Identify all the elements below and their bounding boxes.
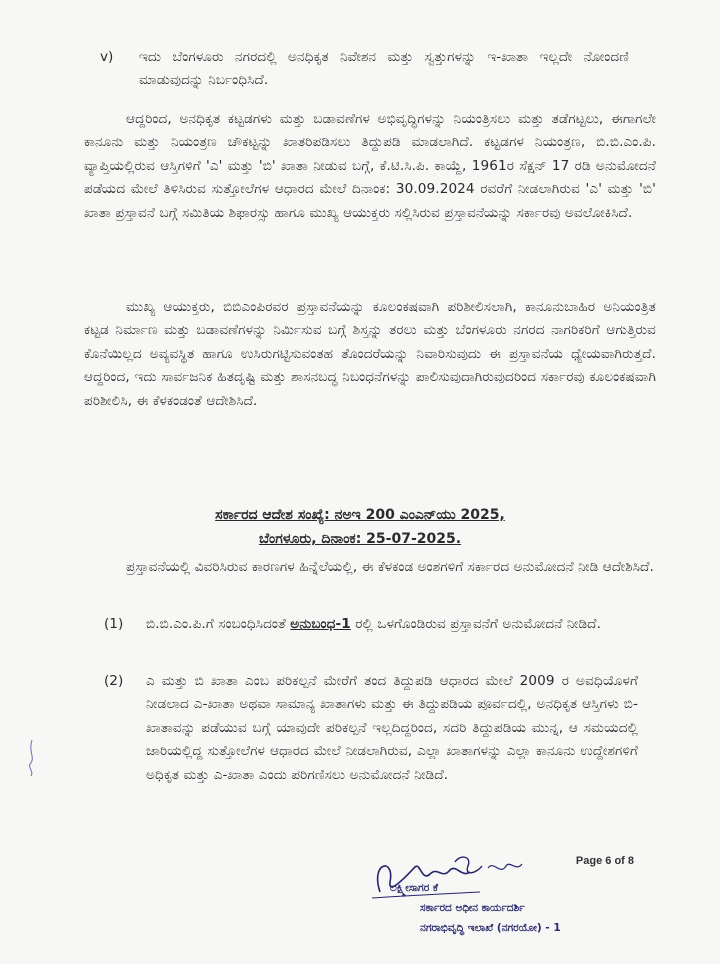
clause-v-label: v) bbox=[100, 49, 114, 65]
item-1-text bbox=[146, 613, 638, 636]
paragraph-3: ಪ್ರಸ್ತಾವನೆಯಲ್ಲಿ ವಿವರಿಸಿರುವ ಕಾರಣಗಳ ಹಿನ್ನೆಲೆಯಲ್ಲಿ, ಈ ಕೆಳಕಂಡ ಅಂಶಗಳಿಗೆ ಸರ್ಕಾರದ ಅನುಮೋದನೆ ನೀಡಿ ಆದೇಶಿಸಿದೆ. bbox=[126, 559, 654, 575]
paragraph-1: ಆದ್ದರಿಂದ, ಅನಧಿಕೃತ ಕಟ್ಟಡಗಳು ಮತ್ತು ಬಡಾವಣೆಗಳ ಅಭಿವೃದ್ಧಿಗಳನ್ನು ನಿಯಂತ್ರಿಸಲು ಮತ್ತು ತಡೆಗಟ್ಟಲು, ಈಗಾಗಲೇ ಕಾನೂನು ಮತ್ತು ನಿಯಂತ್ರಣ ಚೌಕಟ್ಟನ್ನು ಖಾತರಿಪಡಿಸಲು ತಿದ್ದುಪಡಿ ಮಾಡಲಾಗಿದೆ. ಕಟ್ಟಡಗಳ ನಿಯಂತ್ರಣ, ಬಿ.ಬಿ.ಎಂ.ಪಿ. ವ್ಯಾಪ್ತಿಯಲ್ಲಿರುವ ಆಸ್ತಿಗಳಿಗೆ 'ಎ' ಮತ್ತು 'ಬಿ' ಖಾತಾ ನೀಡುವ ಬಗ್ಗೆ, ಕೆ.ಟಿ.ಸಿ.ಪಿ. ಕಾಯ್ದೆ, 1961ರ ಸೆಕ್ಷನ್ 17 ರಡಿ ಅನುಮೋದನೆ ಪಡೆಯದ ಮೇಲೆ ತಿಳಿಸಿರುವ ಸುತ್ತೋಲೆಗಳ ಆಧಾರದ ಮೇಲೆ ದಿನಾಂಕ: 30.09.2024 ರವರೆಗೆ ನೀಡಲಾಗಿರುವ 'ಎ' ಮತ್ತು 'ಬಿ' ಖಾತಾ ಪ್ರಸ್ತಾವನೆ ಬಗ್ಗೆ ಸಮಿತಿಯ ಶಿಫಾರಸ್ಸು ಹಾಗೂ ಮುಖ್ಯ ಆಯುಕ್ತರು ಸಲ್ಲಿಸಿರುವ ಪ್ರಸ್ತಾವನೆಯನ್ನು ಸರ್ಕಾರವು ಅವಲೋಕಿಸಿದೆ. bbox=[84, 111, 656, 221]
item-2-text: ಎ ಮತ್ತು ಬಿ ಖಾತಾ ಎಂಬ ಪರಿಕಲ್ಪನೆ ಮೇರೆಗೆ ತಂದ ತಿದ್ದುಪಡಿ ಆಧಾರದ ಮೇಲೆ 2009 ರ ಅವಧಿಯೊಳಗೆ ನೀಡಲಾದ ಎ-ಖಾತಾ ಅಥವಾ ಸಾಮಾನ್ಯ ಖಾತಾಗಳು ಮತ್ತು ಈ ತಿದ್ದುಪಡಿಯ ಪೂರ್ವದಲ್ಲಿ, ಅನಧಿಕೃತ ಆಸ್ತಿಗಳು ಬಿ-ಖಾತಾವನ್ನು ಪಡೆಯುವ ಬಗ್ಗೆ ಯಾವುದೇ ಪರಿಕಲ್ಪನೆ ಇಲ್ಲದಿದ್ದರಿಂದ, ಸದರಿ ತಿದ್ದುಪಡಿಯ ಮುನ್ನ, ಆ ಸಮಯದಲ್ಲಿ ಜಾರಿಯಲ್ಲಿದ್ದ ಸುತ್ತೋಲೆಗಳ ಆಧಾರದ ಮೇಲೆ ನೀಡಲಾಗಿರುವ, ಎಲ್ಲಾ ಖಾತಾಗಳನ್ನು ಎಲ್ಲಾ ಕಾನೂನು ಉದ್ದೇಶಗಳಿಗೆ ಅಧಿಕೃತ ಮತ್ತು ಎ-ಖಾತಾ ಎಂದು ಪರಿಗಣಿಸಲು ಅನುಮೋದನೆ ನೀಡಿದೆ. bbox=[146, 673, 638, 783]
page-number: Page 6 of 8 bbox=[575, 855, 634, 867]
signature-block bbox=[360, 852, 580, 962]
item-1-post: ರಲ್ಲಿ ಒಳಗೊಂಡಿರುವ ಪ್ರಸ್ತಾವನೆಗೆ ಅನುಮೋದನೆ ನೀಡಿದೆ. bbox=[350, 616, 601, 632]
item-1-pre: ಬಿ.ಬಿ.ಎಂ.ಪಿ.ಗೆ ಸಂಬಂಧಿಸಿದಂತೆ bbox=[146, 616, 291, 632]
clause-v-text: ಇದು ಬೆಂಗಳೂರು ನಗರದಲ್ಲಿ ಅನಧಿಕೃತ ನಿವೇಶನ ಮತ್ತು ಸ್ವತ್ತುಗಳನ್ನು ಇ-ಖಾತಾ ಇಲ್ಲದೇ ನೋಂದಣಿ ಮಾಡುವುದನ್ನು ನಿರ್ಬಂಧಿಸಿದೆ. bbox=[139, 49, 629, 89]
order-date-heading: ಬೆಂಗಳೂರು, ದಿನಾಂಕ: 25-07-2025. bbox=[258, 531, 462, 547]
item-1-number: (1) bbox=[104, 616, 124, 632]
signatory-department: ನಗರಾಭಿವೃದ್ಧಿ ಇಲಾಖೆ (ನಗರಯೋ) - 1 bbox=[420, 922, 561, 934]
item-2-number: (2) bbox=[104, 673, 124, 689]
signatory-name: ಲಕ್ಷ್ಮೀಸಾಗರ ಕೆ bbox=[390, 882, 439, 894]
annexure-1-reference: ಅನುಬಂಧ-1 bbox=[290, 616, 351, 632]
paragraph-2: ಮುಖ್ಯ ಆಯುಕ್ತರು, ಬಿಬಿಎಂಪಿರವರ ಪ್ರಸ್ತಾವನೆಯನ್ನು ಕೂಲಂಕಷವಾಗಿ ಪರಿಶೀಲಿಸಲಾಗಿ, ಕಾನೂನುಬಾಹಿರ ಅನಿಯಂತ್ರಿತ ಕಟ್ಟಡ ನಿರ್ಮಾಣ ಮತ್ತು ಬಡಾವಣೆಗಳನ್ನು ನಿರ್ಮಿಸುವ ಬಗ್ಗೆ ಶಿಸ್ತನ್ನು ತರಲು ಮತ್ತು ಬೆಂಗಳೂರು ನಗರದ ನಾಗರಿಕರಿಗೆ ಆಗುತ್ತಿರುವ ಕೊನೆಯಿಲ್ಲದ ಅವ್ಯವಸ್ಥಿತ ಹಾಗೂ ಉಸಿರುಗಟ್ಟಿಸುವಂತಹ ತೊಂದರೆಯನ್ನು ನಿವಾರಿಸುವುದು ಈ ಪ್ರಸ್ತಾವನೆಯ ಧ್ಯೇಯವಾಗಿರುತ್ತದೆ. ಆದ್ದರಿಂದ, ಇದು ಸಾರ್ವಜನಿಕ ಹಿತದೃಷ್ಟಿ ಮತ್ತು ಶಾಸನಬದ್ಧ ನಿಬಂಧನೆಗಳನ್ನು ಪಾಲಿಸುವುದಾಗಿರುವುದರಿಂದ ಸರ್ಕಾರವು ಕೂಲಂಕಷವಾಗಿ ಪರಿಶೀಲಿಸಿ, ಈ ಕೆಳಕಂಡಂತೆ ಆದೇಶಿಸಿದೆ. bbox=[84, 299, 656, 409]
order-number-heading: ಸರ್ಕಾರದ ಆದೇಶ ಸಂಖ್ಯೆ: ನಅಇ 200 ಎಂಎನ್‌ಯು 2025, bbox=[215, 507, 505, 523]
margin-pen-mark bbox=[22, 738, 42, 778]
signatory-designation: ಸರ್ಕಾರದ ಅಧೀನ ಕಾರ್ಯದರ್ಶಿ bbox=[420, 902, 525, 914]
